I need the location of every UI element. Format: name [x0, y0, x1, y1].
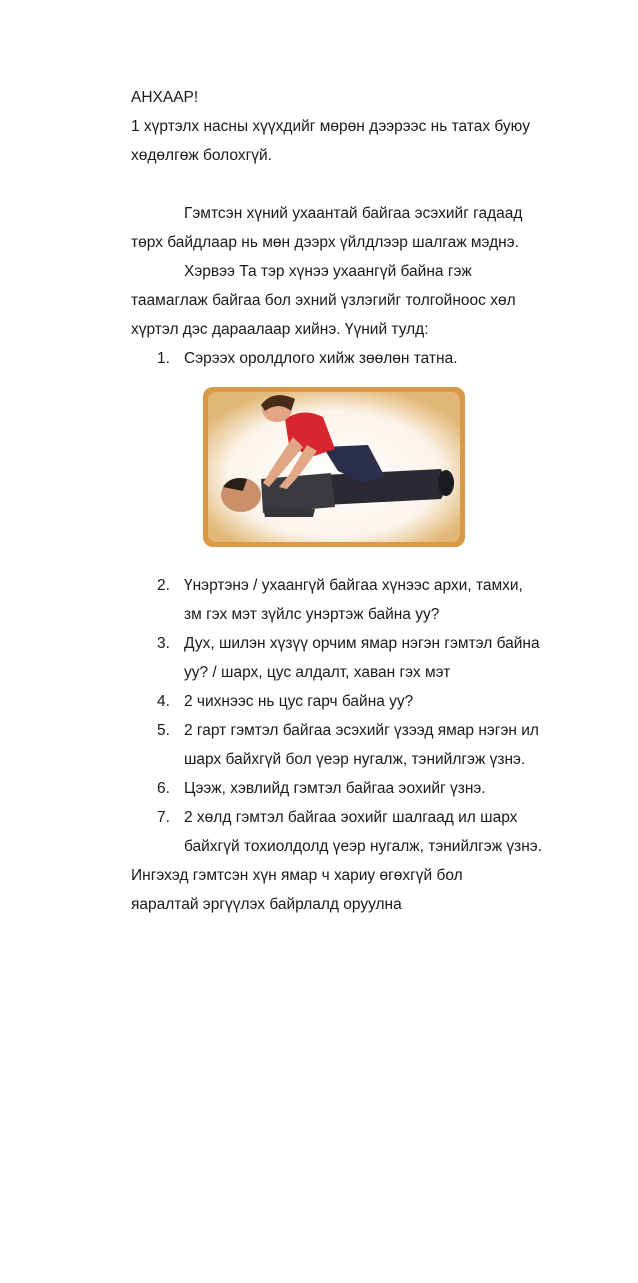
- list-item-7-text-line-1: 2 хөлд гэмтэл байгаа эохийг шалгаад ил шарх: [184, 809, 518, 826]
- list-item-2-text-line-2: зм гэх мэт зүйлс унэртэж байна уу?: [184, 606, 440, 623]
- paragraph-2-line-3: хүртэл дэс дараалаар хийнэ. Үүний тулд:: [131, 321, 429, 338]
- list-item-4-number: 4.: [157, 693, 170, 710]
- list-item-5-number: 5.: [157, 722, 170, 739]
- first-aid-illustration: [203, 387, 465, 547]
- list-item-2-text-line-1: Үнэртэнэ / ухаангүй байгаа хүнээс архи, тамхи,: [184, 577, 523, 594]
- paragraph-1-line-1: Гэмтсэн хүний ухаантай байгаа эсэхийг гадаад: [184, 205, 523, 222]
- warning-text-line-2: хөдөлгөж болохгүй.: [131, 147, 272, 164]
- list-item-6-number: 6.: [157, 780, 170, 797]
- heading-warning: АНХААР!: [131, 89, 199, 106]
- list-item-2-number: 2.: [157, 577, 170, 594]
- list-item-3-number: 3.: [157, 635, 170, 652]
- list-item-1-number: 1.: [157, 350, 170, 367]
- paragraph-2-line-1: Хэрвээ Та тэр хүнээ ухаангүй байна гэж: [184, 263, 472, 280]
- list-item-5-text-line-2: шарх байхгүй бол үеэр нугалж, тэнийлгэж үзнэ.: [184, 751, 526, 768]
- list-item-7-text-line-2: байхгүй тохиолдолд үеэр нугалж, тэнийлгэж үзнэ.: [184, 838, 543, 855]
- first-aid-photo: [203, 387, 465, 547]
- list-item-3-text-line-1: Дух, шилэн хүзүү орчим ямар нэгэн гэмтэл байна: [184, 635, 540, 652]
- list-item-4-text: 2 чихнээс нь цус гарч байна уу?: [184, 693, 414, 710]
- list-item-3-text-line-2: уу? / шарх, цус алдалт, хаван гэх мэт: [184, 664, 451, 681]
- closing-text-line-2: яаралтай эргүүлэх байрлалд оруулна: [131, 896, 402, 913]
- list-item-6-text: Цээж, хэвлийд гэмтэл байгаа эохийг үзнэ.: [184, 780, 486, 797]
- paragraph-1-line-2: төрх байдлаар нь мөн дээрх үйлдлээр шалгаж мэднэ.: [131, 234, 519, 251]
- list-item-1-text: Сэрээх оролдлого хийж зөөлөн татна.: [184, 350, 458, 367]
- warning-text-line-1: 1 хүртэлх насны хүүхдийг мөрөн дээрээс нь татах буюу: [131, 118, 531, 135]
- paragraph-2-line-2: таамаглаж байгаа бол эхний үзлэгийг толгойноос хөл: [131, 292, 516, 309]
- list-item-7-number: 7.: [157, 809, 170, 826]
- closing-text-line-1: Ингэхэд гэмтсэн хүн ямар ч хариу өгөхгүй бол: [131, 867, 463, 884]
- list-item-5-text-line-1: 2 гарт гэмтэл байгаа эсэхийг үзээд ямар нэгэн ил: [184, 722, 539, 739]
